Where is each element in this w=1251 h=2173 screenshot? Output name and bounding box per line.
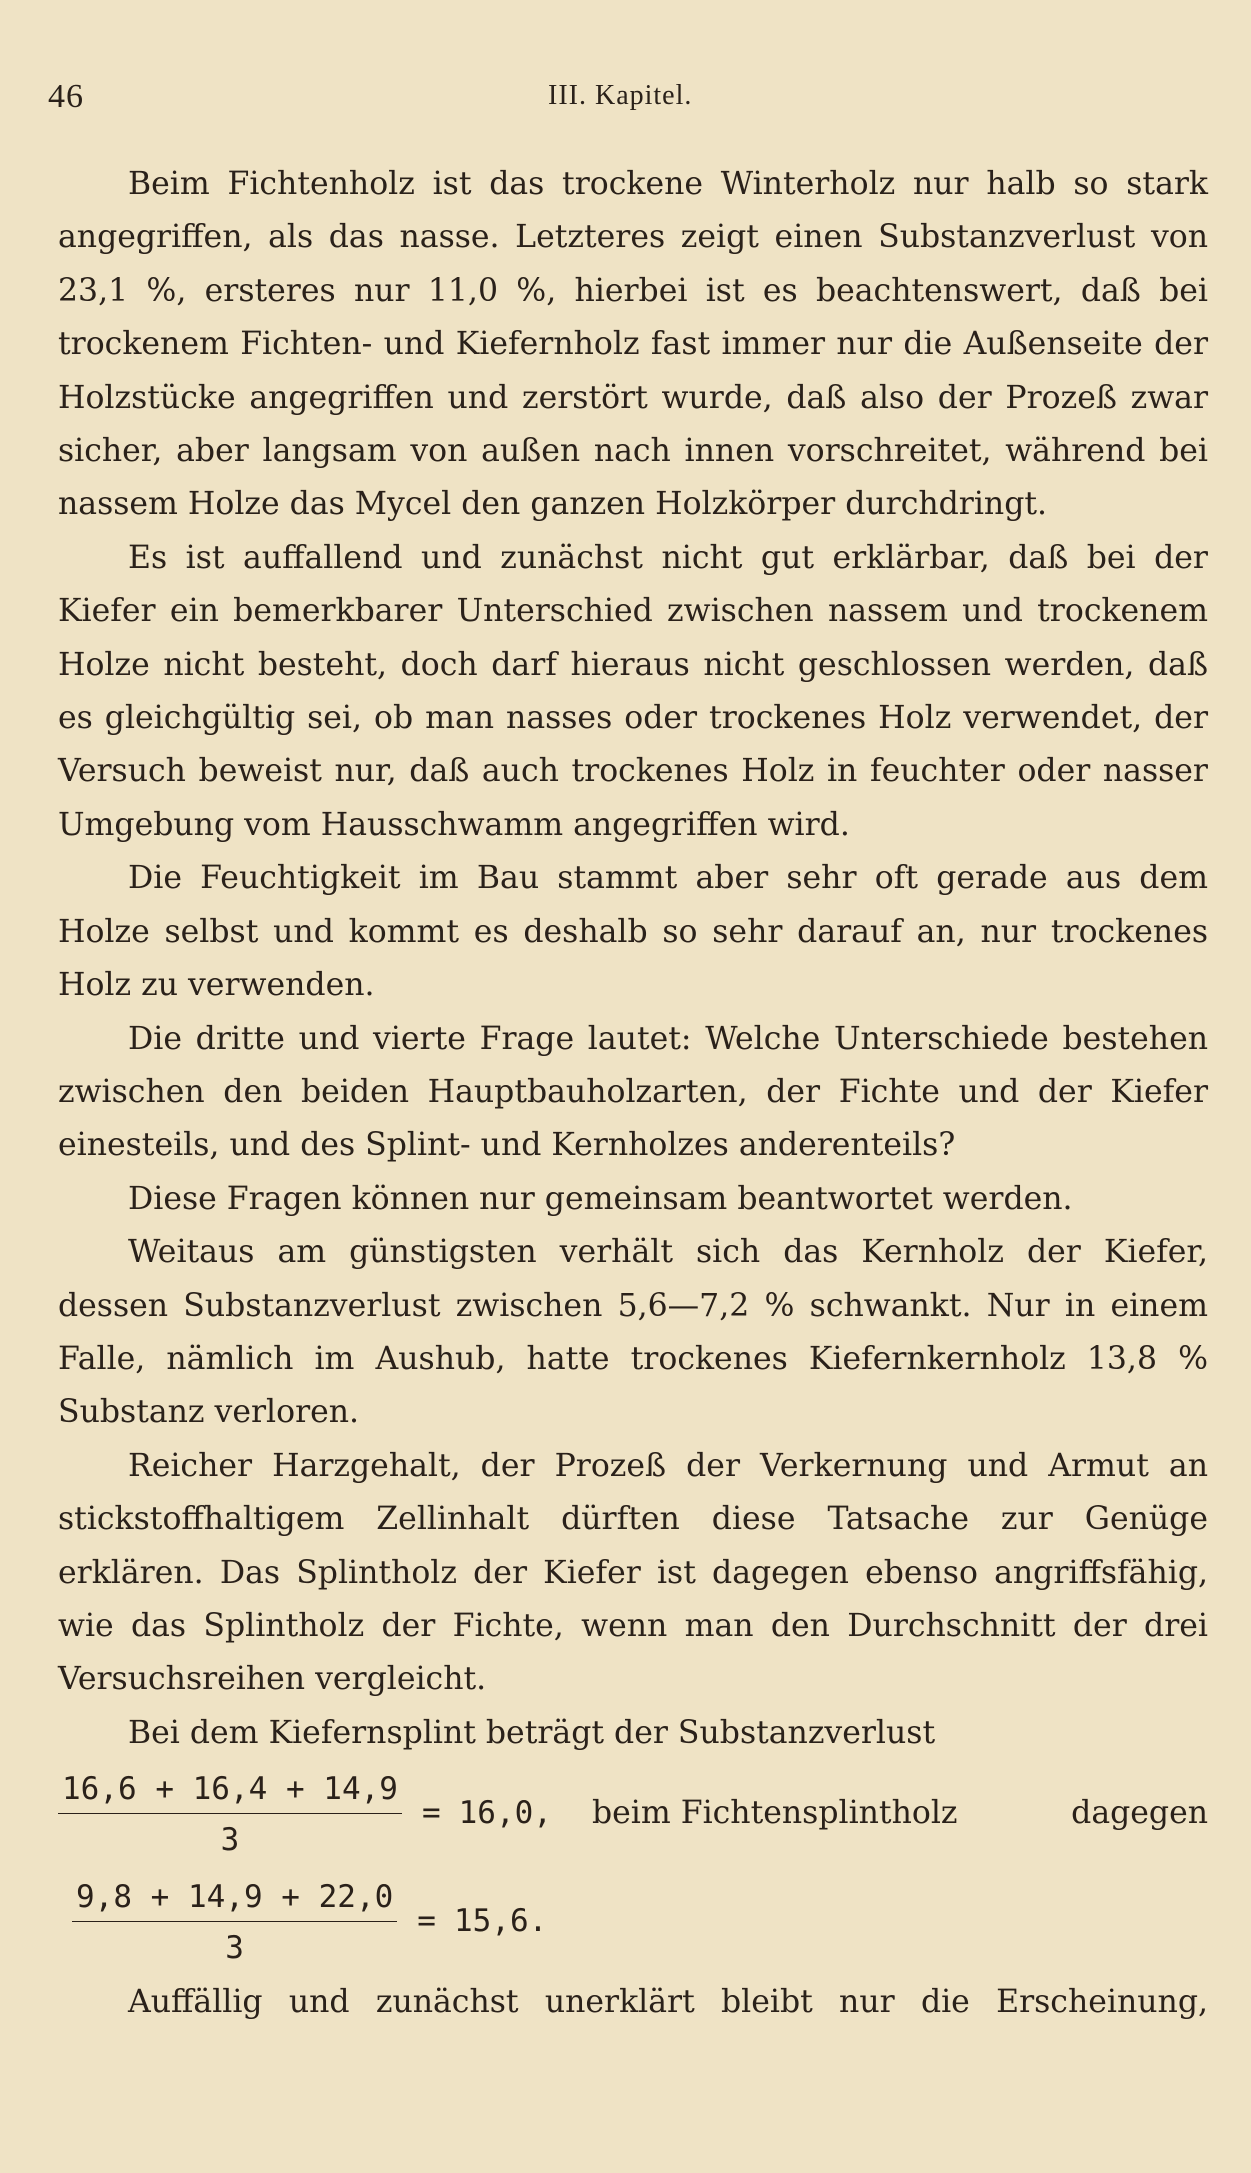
fraction-numerator: 9,8 + 14,9 + 22,0 bbox=[72, 1877, 397, 1922]
fraction-denominator: 3 bbox=[220, 1821, 240, 1858]
formula-result: 16,0, bbox=[458, 1795, 552, 1832]
formula-trailing-text bbox=[592, 1787, 1208, 1840]
paragraph: Die dritte und vierte Frage lautet: Welche Unterschiede bestehen zwischen den beiden Hauptbauholzarten, der Fichte und der Kiefer einesteils, und des Splint- und Kernholzes anderenteils? bbox=[58, 1020, 1208, 1164]
paragraph: Die Feuchtigkeit im Bau stammt aber sehr oft gerade aus dem Holze selbst und kommt es deshalb so sehr darauf an, nur trockenes Holz zu verwenden. bbox=[58, 860, 1208, 1004]
fraction bbox=[58, 1769, 402, 1860]
page-header bbox=[48, 78, 1208, 118]
formula-block bbox=[58, 1760, 1208, 1976]
paragraph: Weitaus am günstigsten verhält sich das Kernholz der Kiefer, dessen Substanzverlust zwischen 5,6—7,2 % schwankt. Nur in einem Falle, nämlich im Aushub, hatte trockenes Kiefernkernholz 13,8 % Substanz verloren. bbox=[58, 1234, 1208, 1431]
paragraph: Es ist auffallend und zunächst nicht gut erklärbar, daß bei der Kiefer ein bemerkbarer Unterschied zwischen nassem und trockenem Holze nicht besteht, doch darf hieraus nicht geschlossen werden, daß es gleichgültig sei, ob man nasses oder trockenes Holz verwendet, der Versuch beweist nur, daß auch trockenes Holz in feuchter oder nasser Umgebung vom Hausschwamm angegriffen wird. bbox=[58, 539, 1208, 843]
formula-line-2 bbox=[72, 1868, 1208, 1976]
equals-sign: = bbox=[421, 1795, 441, 1832]
running-head: III. Kapitel. bbox=[548, 80, 693, 111]
fraction bbox=[72, 1877, 397, 1968]
formula-result: 15,6. bbox=[453, 1903, 548, 1940]
paragraph: Beim Fichtenholz ist das trockene Winterholz nur halb so stark angegriffen, als das nasse. Letzteres zeigt einen Substanzverlust von 23,1 %, ersteres nur 11,0 %, hierbei ist es beachtenswert, daß bei trockenem Fichten- und Kiefernholz fast immer nur die Außenseite der Holzstücke angegriffen und zerstört wurde, daß also der Prozeß zwar sicher, aber langsam von außen nach innen vorschreitet, während bei nassem Holze das Mycel den ganzen Holzkörper durchdringt. bbox=[58, 166, 1208, 523]
fraction-denominator: 3 bbox=[225, 1929, 244, 1966]
paragraph: Bei dem Kiefernsplint beträgt der Substanzverlust bbox=[128, 1714, 936, 1751]
paragraph: Auffällig und zunächst unerklärt bleibt nur die Erscheinung, bbox=[128, 1984, 1208, 2021]
formula-line-1 bbox=[58, 1760, 1208, 1868]
paragraph: Reicher Harzgehalt, der Prozeß der Verkernung und Armut an stickstoffhaltigem Zellinhalt dürften diese Tatsache zur Genüge erklären. Das Splintholz der Kiefer ist dagegen ebenso angriffsfähig, wie das Splintholz der Fichte, wenn man den Durchschnitt der drei Versuchsreihen vergleicht. bbox=[58, 1447, 1208, 1698]
page-body bbox=[58, 158, 1208, 2030]
trailing-text-right: dagegen bbox=[1071, 1795, 1208, 1832]
fraction-numerator: 16,6 + 16,4 + 14,9 bbox=[58, 1769, 402, 1814]
trailing-text-left: beim Fichtensplintholz bbox=[591, 1795, 958, 1832]
equals-sign: = bbox=[417, 1903, 436, 1940]
page-number: 46 bbox=[48, 78, 84, 115]
paragraph: Diese Fragen können nur gemeinsam beantwortet werden. bbox=[128, 1180, 1073, 1217]
